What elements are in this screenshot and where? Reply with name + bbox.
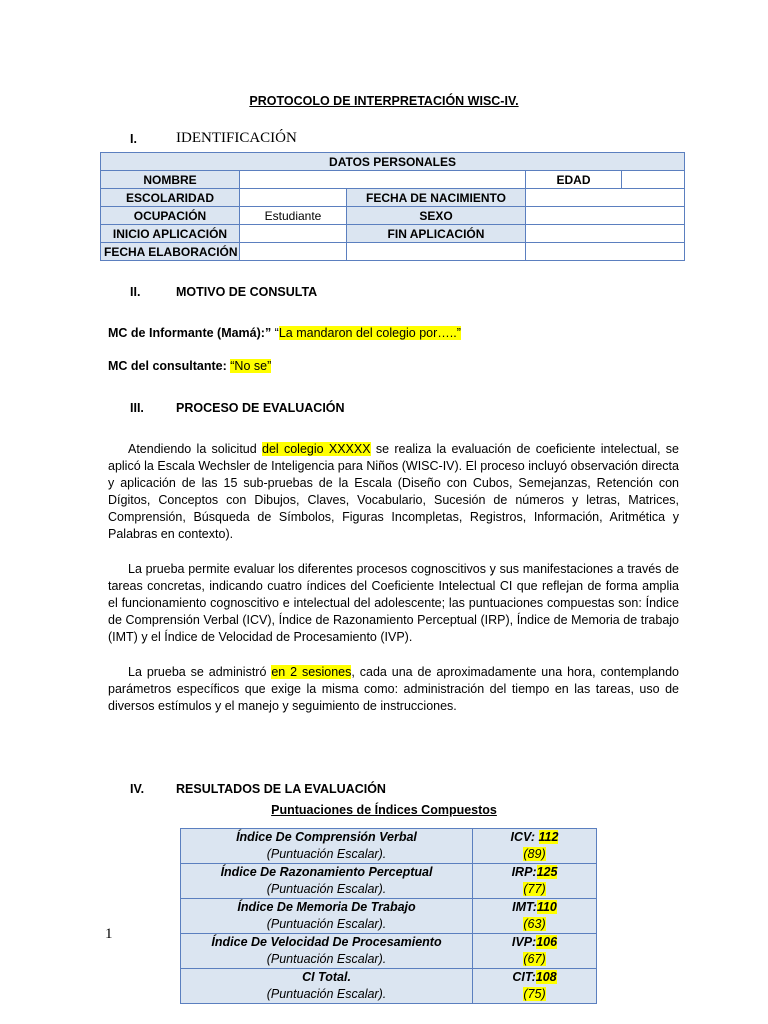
section-number: III. xyxy=(130,401,144,415)
inicio-aplicacion-value xyxy=(240,225,347,243)
mc-consultante xyxy=(108,359,271,373)
section-number: I. xyxy=(130,132,137,146)
index-name: Índice De Velocidad De Procesamiento xyxy=(211,935,442,949)
scaled-score: (89) xyxy=(523,847,546,861)
composite-score: 106 xyxy=(536,935,558,949)
results-title: Puntuaciones de Índices Compuestos xyxy=(271,803,497,817)
scaled-score: (77) xyxy=(523,882,546,896)
escolaridad-label: ESCOLARIDAD xyxy=(101,189,240,207)
section-number: IV. xyxy=(130,782,145,796)
fin-aplicacion-value xyxy=(526,225,685,243)
index-cell xyxy=(181,899,473,934)
results-row xyxy=(181,864,597,899)
index-name: Índice De Razonamiento Perceptual xyxy=(220,865,433,879)
score-cell xyxy=(473,864,597,899)
fin-aplicacion-label: FIN APLICACIÓN xyxy=(347,225,526,243)
index-code: IMT: xyxy=(512,900,537,914)
escolaridad-value xyxy=(240,189,347,207)
index-name: Índice De Memoria De Trabajo xyxy=(237,900,416,914)
mc-informante xyxy=(108,326,461,340)
index-sub: (Puntuación Escalar). xyxy=(266,882,387,896)
composite-score: 110 xyxy=(536,900,557,914)
datos-personales-table xyxy=(100,152,685,261)
results-row xyxy=(181,899,597,934)
composite-score: 112 xyxy=(538,830,559,844)
score-cell xyxy=(473,969,597,1004)
section-resultados xyxy=(130,782,530,800)
paragraph-procesos: La prueba permite evaluar los diferentes procesos cognoscitivos y sus manifestaciones a través de tareas concretas, indicando cuatro índices del Coeficiente Intelectual CI que reflejan de forma amplia el funcionamiento cognoscitivo e intelectual del adolescente; las puntuaciones compuestas son: Índice de Comprensión Verbal (ICV), Índice de Razonamiento Perceptual (IRP), Índice de Memoria de trabajo (IMT) y el Índice de Velocidad de Procesamiento (IVP). xyxy=(108,562,679,644)
results-row xyxy=(181,934,597,969)
blank-cell xyxy=(347,243,526,261)
mc-informante-text: La mandaron del colegio por…..” xyxy=(278,326,461,340)
score-cell xyxy=(473,899,597,934)
fecha-elaboracion-value xyxy=(240,243,347,261)
sexo-label: SEXO xyxy=(347,207,526,225)
paragraph-text: se realiza la evaluación de coeficiente intelectual, se aplicó la Escala Wechsler de Inteligencia para Niños (WISC-IV). El proceso incluyó observación directa y aplicación de las 15 sub-pruebas de la Escala (Diseño con Cubos, Semejanzas, Retención con Dígitos, Conceptos con Dibujos, Claves, Vocabulario, Sucesión de números y letras, Matrices, Comprensión, Búsqueda de Símbolos, Figuras Incompletas, Registros, Información, Aritmética y Palabras en contexto). xyxy=(108,442,679,541)
results-table xyxy=(180,828,597,1004)
scaled-score: (67) xyxy=(523,952,546,966)
section-label: MOTIVO DE CONSULTA xyxy=(176,285,318,299)
composite-score: 125 xyxy=(536,865,558,879)
index-code: ICV: xyxy=(510,830,539,844)
inicio-aplicacion-label: INICIO APLICACIÓN xyxy=(101,225,240,243)
ocupacion-label: OCUPACIÓN xyxy=(101,207,240,225)
results-row xyxy=(181,829,597,864)
index-name: CI Total. xyxy=(302,970,351,984)
paragraph-sesiones xyxy=(108,664,679,715)
blank-cell xyxy=(526,243,685,261)
section-number: II. xyxy=(130,285,141,299)
scaled-score: (75) xyxy=(523,987,546,1001)
section-proceso-evaluacion xyxy=(130,401,530,419)
datos-header: DATOS PERSONALES xyxy=(101,153,685,171)
index-sub: (Puntuación Escalar). xyxy=(266,987,387,1001)
document-title: PROTOCOLO DE INTERPRETACIÓN WISC-IV. xyxy=(249,94,519,108)
index-name: Índice De Comprensión Verbal xyxy=(236,830,417,844)
section-identificacion xyxy=(130,132,530,152)
edad-label: EDAD xyxy=(526,171,622,189)
index-cell xyxy=(181,864,473,899)
paragraph-highlight: en 2 sesiones xyxy=(271,665,352,679)
mc-informante-quote: “ xyxy=(271,326,279,340)
sexo-value xyxy=(526,207,685,225)
index-sub: (Puntuación Escalar). xyxy=(266,847,387,861)
composite-score: 108 xyxy=(535,970,557,984)
score-cell xyxy=(473,934,597,969)
mc-informante-label: MC de Informante (Mamá):” xyxy=(108,326,272,340)
section-label: IDENTIFICACIÓN xyxy=(176,130,297,146)
mc-consultante-label: MC del consultante: xyxy=(108,359,227,373)
section-label: PROCESO DE EVALUACIÓN xyxy=(176,401,345,415)
paragraph-text: , cada una de aproximadamente una hora, contemplando parámetros específicos que exige la misma como: administración del tiempo en las tareas, uso de diversos estímulos y el manejo y seguimiento de instrucciones. xyxy=(108,665,679,713)
index-cell xyxy=(181,969,473,1004)
fecha-nacimiento-label: FECHA DE NACIMIENTO xyxy=(347,189,526,207)
index-code: IRP: xyxy=(511,865,537,879)
paragraph-solicitud xyxy=(108,441,679,543)
index-sub: (Puntuación Escalar). xyxy=(266,917,387,931)
fecha-elaboracion-label: FECHA ELABORACIÓN xyxy=(101,243,240,261)
index-code: IVP: xyxy=(511,935,537,949)
edad-value xyxy=(622,171,685,189)
scaled-score: (63) xyxy=(523,917,546,931)
section-motivo-consulta xyxy=(130,285,530,303)
index-cell xyxy=(181,829,473,864)
score-cell xyxy=(473,829,597,864)
fecha-nacimiento-value xyxy=(526,189,685,207)
index-cell xyxy=(181,934,473,969)
paragraph-highlight: del colegio XXXXX xyxy=(262,442,371,456)
mc-consultante-text: “No se” xyxy=(230,359,272,373)
index-sub: (Puntuación Escalar). xyxy=(266,952,387,966)
nombre-value xyxy=(240,171,526,189)
results-row xyxy=(181,969,597,1004)
page-number: 1 xyxy=(105,926,113,942)
index-code: CIT: xyxy=(512,970,536,984)
nombre-label: NOMBRE xyxy=(101,171,240,189)
paragraph-text: La prueba se administró xyxy=(128,665,272,679)
section-label: RESULTADOS DE LA EVALUACIÓN xyxy=(176,782,386,796)
ocupacion-value: Estudiante xyxy=(240,207,347,225)
paragraph-text: Atendiendo la solicitud xyxy=(128,442,262,456)
